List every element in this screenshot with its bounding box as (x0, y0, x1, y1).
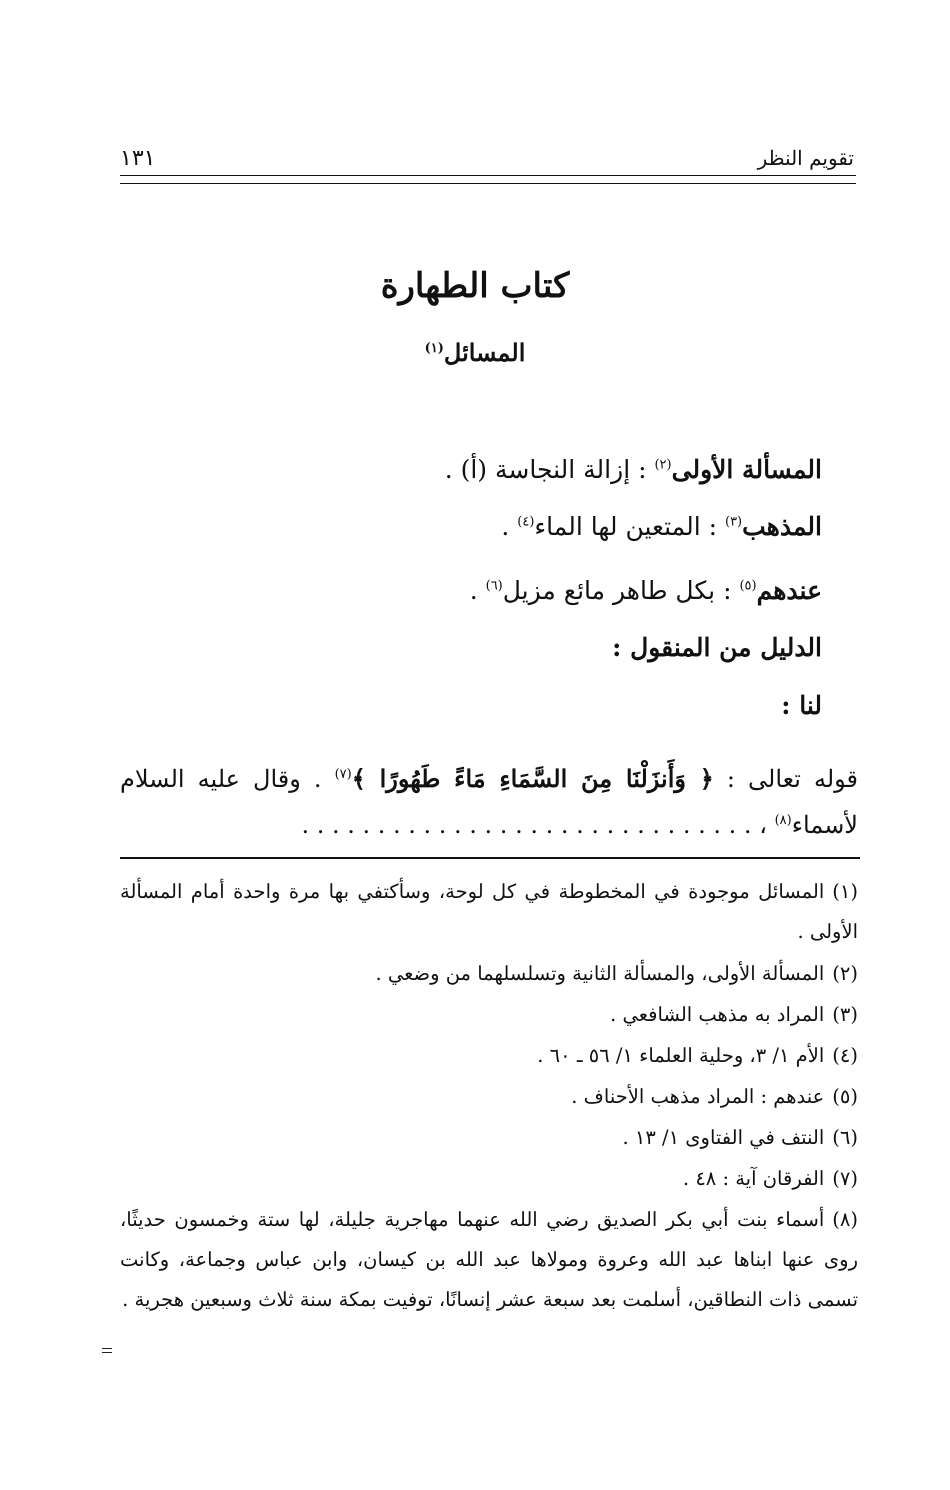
footnote-text: عندهم : المراد مذهب الأحناف . (571, 1085, 825, 1108)
footnote-text: المسألة الأولى، والمسألة الثانية وتسلسلهما من وضعي . (375, 962, 825, 985)
margin-mark (102, 1348, 112, 1356)
evidence-heading: الدليل من المنقول : (612, 633, 822, 662)
issue-label: المسألة الأولى (671, 455, 822, 484)
their-text: : بكل طاهر مائع مزيل (502, 576, 740, 605)
section-title (0, 338, 950, 367)
their-end: . (469, 576, 486, 605)
footnote-ref: (٨) (774, 813, 792, 828)
footnote-text: المسائل موجودة في المخطوطة في كل لوحة، وسأكتفي بها مرة واحدة أمام المسألة الأولى . (120, 880, 858, 943)
footnote-number: (٧) (832, 1167, 858, 1190)
footnote-number: (٥) (832, 1085, 858, 1108)
their-view-line (470, 576, 822, 605)
footnote-number: (٦) (832, 1126, 858, 1149)
issue-text: : إزالة النجاسة (أ) . (444, 455, 655, 484)
footnote-separator (120, 857, 860, 859)
issue-line (445, 455, 822, 484)
footnote-number: (٤) (832, 1044, 858, 1067)
for-us-heading: لنا : (781, 691, 822, 720)
quran-quote: ﴿ وَأَنزَلْنَا مِنَ السَّمَاءِ مَاءً طَهُورًا ﴾ (351, 764, 714, 793)
header-rule-bottom (120, 183, 856, 184)
footnote (120, 1036, 858, 1076)
footnote-number: (٨) (832, 1208, 858, 1231)
footnote-text: المراد به مذهب الشافعي . (610, 1003, 825, 1026)
para-lead: قوله تعالى : (713, 765, 858, 793)
section-title-text: المسائل (443, 338, 526, 367)
madhhab-text: : المتعين لها الماء (534, 512, 725, 541)
page-number: ١٣١ (120, 146, 156, 171)
footnote-ref: (٦) (485, 578, 503, 594)
footnote (120, 954, 858, 994)
footnote-number: (٢) (832, 962, 858, 985)
footnote (120, 995, 858, 1035)
footnote (120, 872, 858, 952)
para-continuation: . وقال عليه السلام لأسماء (120, 765, 858, 839)
body-paragraph (120, 756, 858, 848)
footnote-number: (١) (832, 880, 858, 903)
madhhab-label: المذهب (742, 512, 822, 541)
ellipsis-dots: . . . . . . . . . . . . . . . . . . . . . . . . . . . . . . (301, 811, 752, 839)
footnote-text: الأم ١/ ٣، وحلية العلماء ١/ ٥٦ ـ ٦٠ . (537, 1044, 825, 1067)
footnote-text: أسماء بنت أبي بكر الصديق رضي الله عنهما مهاجرية جليلة، لها ستة وخمسون حديثًا، روى عنها ابناها عبد الله وعروة ومولاها عبد الله بن كيسان، وابن عباس وجماعة، وكانت تسمى ذات النطاقين، أسلمت بعد سبعة عشر إنسانًا، توفيت بمكة سنة ثلاث وسبعين هجرية . (120, 1208, 858, 1311)
footnote-text: النتف في الفتاوى ١/ ١٣ . (622, 1126, 825, 1149)
footnote-text: الفرقان آية : ٤٨ . (682, 1167, 825, 1190)
footnote (120, 1200, 858, 1320)
footnote-ref: (٧) (334, 767, 352, 782)
footnote (120, 1118, 858, 1158)
footnote-ref: (٥) (739, 578, 757, 594)
header-rule-top (120, 175, 856, 176)
footnote (120, 1159, 858, 1199)
running-header-title: تقويم النظر (757, 146, 854, 170)
madhhab-line (501, 512, 822, 541)
footnote-ref: (١) (424, 341, 444, 356)
madhhab-end: . (501, 512, 518, 541)
book-title: كتاب الطهارة (380, 266, 570, 306)
footnote (120, 1077, 858, 1117)
footnote-number: (٣) (832, 1003, 858, 1026)
footnote-ref: (٢) (654, 457, 672, 473)
para-end: ، (751, 811, 775, 839)
footnote-ref: (٤) (517, 514, 535, 530)
their-label: عندهم (756, 576, 822, 605)
footnote-ref: (٣) (724, 514, 743, 530)
